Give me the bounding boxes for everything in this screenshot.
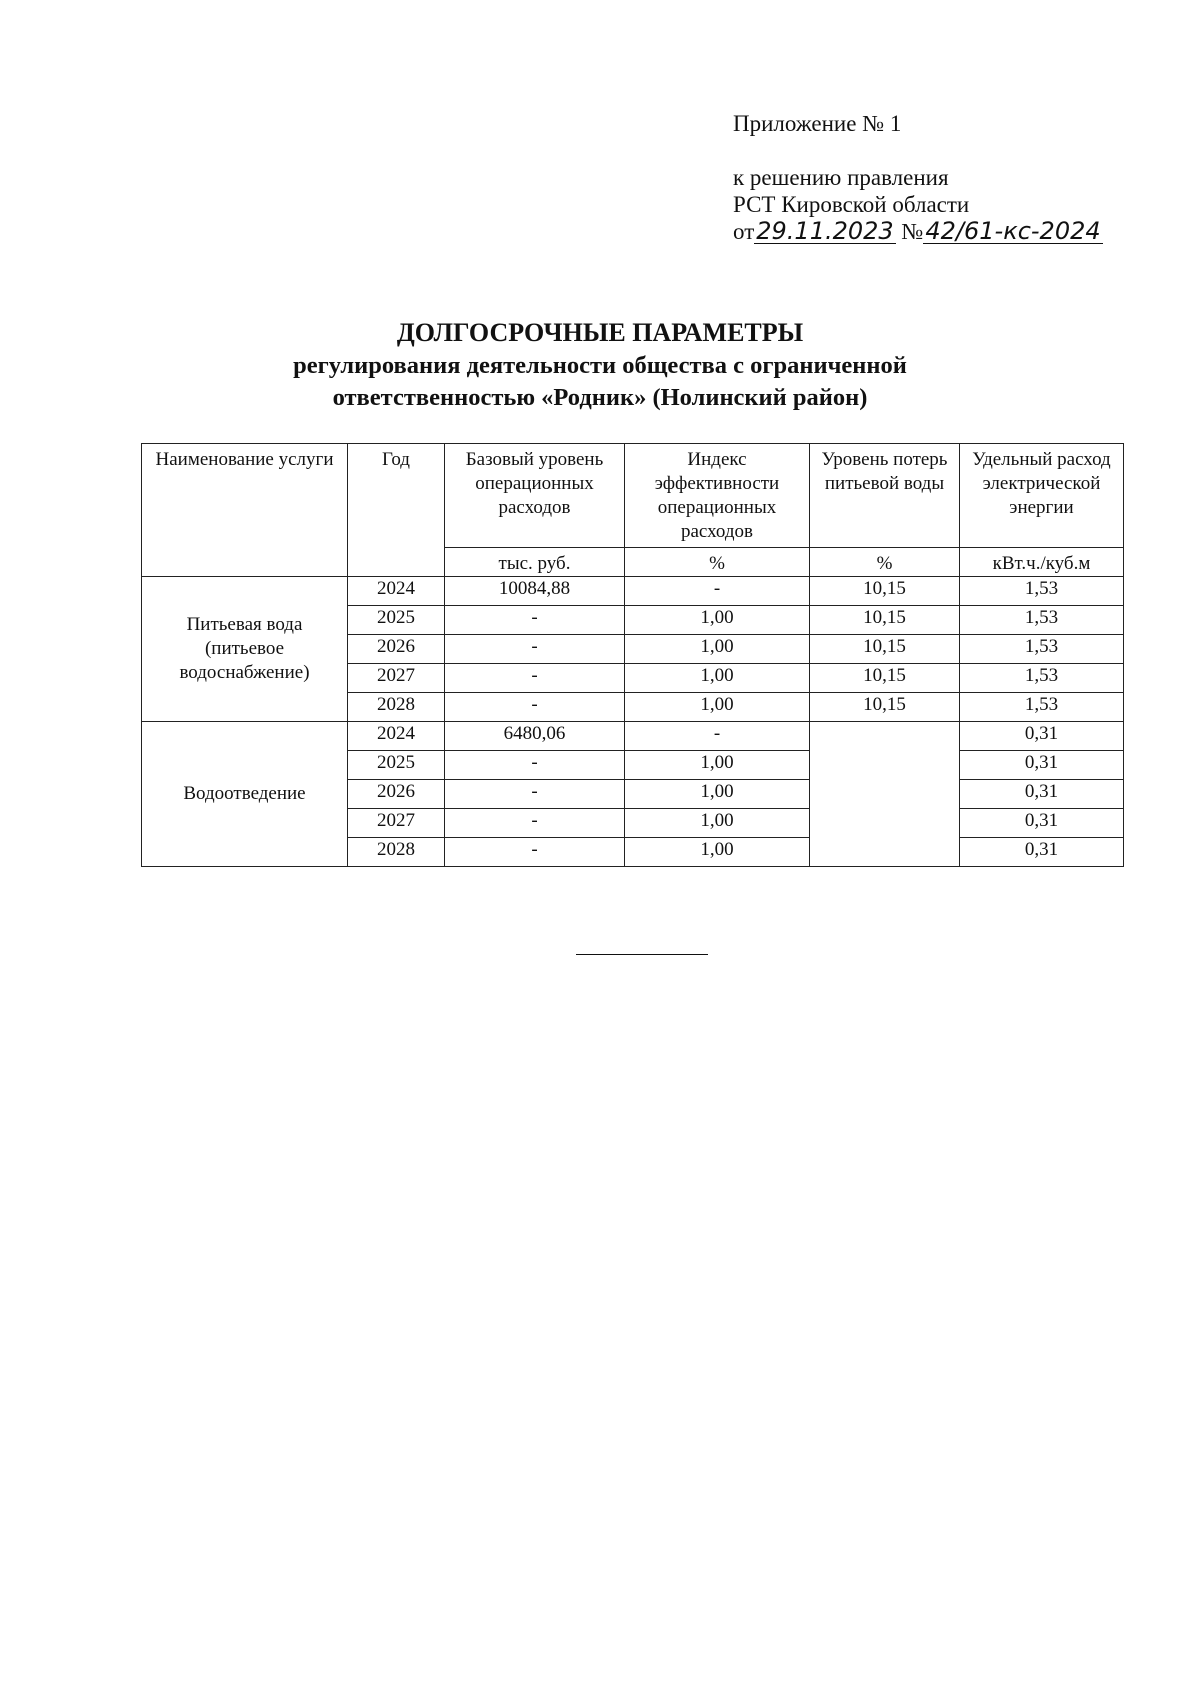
date-prefix: от bbox=[733, 219, 755, 244]
authority-line: РСТ Кировской области bbox=[733, 192, 970, 217]
cell-losses: 10,15 bbox=[810, 635, 960, 664]
unit-base: тыс. руб. bbox=[445, 548, 625, 577]
cell-index: 1,00 bbox=[625, 606, 810, 635]
document-title bbox=[0, 316, 1200, 414]
cell-losses-empty bbox=[810, 722, 960, 867]
header-energy: Удельный расход электрической энергии bbox=[960, 444, 1124, 548]
handwritten-date: 29.11.2023 bbox=[756, 217, 894, 245]
cell-base: 10084,88 bbox=[445, 577, 625, 606]
cell-index: 1,00 bbox=[625, 664, 810, 693]
title-line-3: ответственностью «Родник» (Нолинский район) bbox=[332, 384, 868, 411]
cell-index: 1,00 bbox=[625, 635, 810, 664]
cell-energy: 1,53 bbox=[960, 606, 1124, 635]
title-line-2: регулирования деятельности общества с ограниченной bbox=[293, 352, 907, 379]
closing-rule bbox=[576, 954, 708, 955]
parameters-table bbox=[141, 443, 1124, 867]
table-row bbox=[142, 722, 1124, 751]
cell-year: 2025 bbox=[348, 606, 445, 635]
cell-index: 1,00 bbox=[625, 838, 810, 867]
cell-year: 2026 bbox=[348, 635, 445, 664]
cell-year: 2027 bbox=[348, 809, 445, 838]
cell-year: 2026 bbox=[348, 780, 445, 809]
cell-energy: 1,53 bbox=[960, 577, 1124, 606]
appendix-block bbox=[733, 110, 1103, 245]
header-base: Базовый уровень операционных расходов bbox=[445, 444, 625, 548]
header-losses: Уровень потерь питьевой воды bbox=[810, 444, 960, 548]
cell-base: - bbox=[445, 809, 625, 838]
cell-index: 1,00 bbox=[625, 809, 810, 838]
cell-index: - bbox=[625, 722, 810, 751]
cell-energy: 0,31 bbox=[960, 809, 1124, 838]
unit-index: % bbox=[625, 548, 810, 577]
cell-base: - bbox=[445, 606, 625, 635]
cell-index: 1,00 bbox=[625, 780, 810, 809]
date-number-line bbox=[733, 218, 1103, 245]
cell-energy: 0,31 bbox=[960, 838, 1124, 867]
cell-base: - bbox=[445, 838, 625, 867]
decision-line: к решению правления bbox=[733, 165, 949, 190]
unit-energy: кВт.ч./куб.м bbox=[960, 548, 1124, 577]
cell-base: - bbox=[445, 664, 625, 693]
header-year: Год bbox=[348, 444, 445, 577]
header-service: Наименование услуги bbox=[142, 444, 348, 577]
cell-base: - bbox=[445, 780, 625, 809]
cell-losses: 10,15 bbox=[810, 693, 960, 722]
cell-losses: 10,15 bbox=[810, 577, 960, 606]
cell-losses: 10,15 bbox=[810, 664, 960, 693]
cell-losses: 10,15 bbox=[810, 606, 960, 635]
cell-energy: 1,53 bbox=[960, 664, 1124, 693]
cell-year: 2025 bbox=[348, 751, 445, 780]
cell-energy: 0,31 bbox=[960, 722, 1124, 751]
cell-year: 2028 bbox=[348, 693, 445, 722]
table-row bbox=[142, 577, 1124, 606]
cell-energy: 1,53 bbox=[960, 693, 1124, 722]
title-main: ДОЛГОСРОЧНЫЕ ПАРАМЕТРЫ bbox=[396, 318, 804, 347]
service-drinking-water: Питьевая вода (питьевое водоснабжение) bbox=[142, 577, 348, 722]
header-index: Индекс эффективности операционных расходов bbox=[625, 444, 810, 548]
cell-year: 2024 bbox=[348, 722, 445, 751]
cell-base: - bbox=[445, 635, 625, 664]
cell-energy: 1,53 bbox=[960, 635, 1124, 664]
cell-year: 2027 bbox=[348, 664, 445, 693]
cell-base: 6480,06 bbox=[445, 722, 625, 751]
unit-losses: % bbox=[810, 548, 960, 577]
cell-year: 2024 bbox=[348, 577, 445, 606]
cell-base: - bbox=[445, 693, 625, 722]
cell-year: 2028 bbox=[348, 838, 445, 867]
cell-index: 1,00 bbox=[625, 693, 810, 722]
number-prefix: № bbox=[901, 219, 924, 244]
cell-energy: 0,31 bbox=[960, 751, 1124, 780]
handwritten-number: 42/61-кс-2024 bbox=[925, 217, 1101, 245]
cell-index: - bbox=[625, 577, 810, 606]
cell-index: 1,00 bbox=[625, 751, 810, 780]
service-sewerage: Водоотведение bbox=[142, 722, 348, 867]
appendix-number: Приложение № 1 bbox=[733, 111, 902, 136]
cell-base: - bbox=[445, 751, 625, 780]
cell-energy: 0,31 bbox=[960, 780, 1124, 809]
